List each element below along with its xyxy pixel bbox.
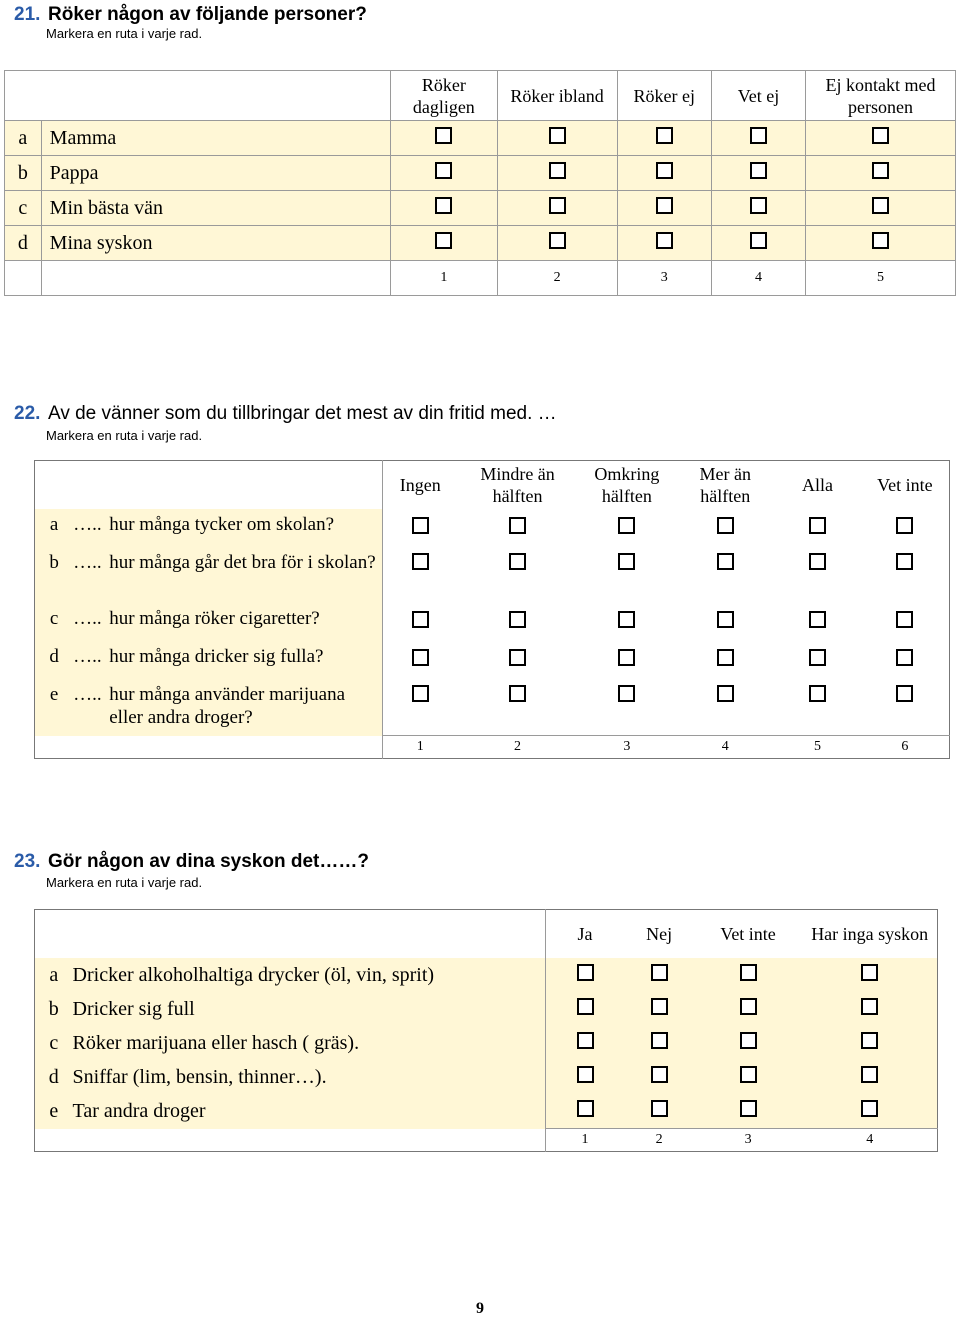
row-label: Dricker alkoholhaltiga drycker (öl, vin, sprit) (73, 958, 546, 992)
checkbox[interactable] (509, 685, 526, 702)
row-dots: ….. (73, 641, 109, 679)
row-dots: ….. (73, 547, 109, 603)
row-letter: c (35, 1026, 73, 1060)
row-label: Pappa (41, 156, 390, 191)
checkbox[interactable] (717, 517, 734, 534)
checkbox[interactable] (656, 232, 673, 249)
row-letter: b (35, 547, 74, 603)
checkbox[interactable] (809, 649, 826, 666)
checkbox[interactable] (740, 1100, 757, 1117)
checkbox[interactable] (435, 197, 452, 214)
row-letter: e (35, 679, 74, 736)
q21-col-header: Röker ej (617, 71, 711, 121)
q22-number: 22. (14, 403, 41, 424)
row-letter: d (5, 226, 42, 261)
checkbox[interactable] (872, 232, 889, 249)
row-letter: a (35, 509, 74, 547)
q23-col-header: Ja (545, 910, 624, 959)
q21-codes-row (5, 261, 956, 296)
q22-row (35, 509, 950, 547)
q23-col-header: Vet inte (720, 924, 776, 944)
code-label: 2 (497, 261, 617, 296)
checkbox[interactable] (717, 685, 734, 702)
q22-title: Av de vänner som du tillbringar det mest av din fritid med. … (48, 403, 557, 424)
q23-codes-row (35, 1129, 938, 1152)
q21-row (5, 191, 956, 226)
q21-title: Röker någon av följande personer? (48, 4, 367, 25)
q22-col-header: Mer än hälften (699, 464, 751, 506)
q21-instruction: Markera en ruta i varje rad. (46, 26, 203, 41)
code-label: 5 (806, 261, 956, 296)
q23-row (35, 1094, 938, 1129)
checkbox[interactable] (872, 127, 889, 144)
checkbox[interactable] (412, 611, 429, 628)
q22-col-header: Vet inte (877, 475, 933, 495)
q22-heading (14, 403, 557, 425)
row-label: hur många tycker om skolan? (109, 509, 382, 547)
q23-instruction: Markera en ruta i varje rad. (46, 875, 203, 890)
checkbox[interactable] (509, 611, 526, 628)
row-label: hur många använder marijuana eller andra droger? (109, 679, 382, 736)
row-letter: b (5, 156, 42, 191)
q23-row (35, 1060, 938, 1094)
q22-col-header: Omkring hälften (594, 464, 660, 506)
checkbox[interactable] (861, 964, 878, 981)
checkbox[interactable] (809, 611, 826, 628)
checkbox[interactable] (618, 649, 635, 666)
checkbox[interactable] (809, 553, 826, 570)
checkbox[interactable] (435, 232, 452, 249)
q23-header-blank (35, 910, 546, 959)
q21-col-header: Röker ibland (497, 71, 617, 121)
checkbox[interactable] (750, 232, 767, 249)
checkbox[interactable] (740, 1066, 757, 1083)
code-label: 4 (676, 736, 774, 759)
checkbox[interactable] (412, 553, 429, 570)
q21-heading (14, 4, 367, 26)
row-label: Min bästa vän (41, 191, 390, 226)
row-dots: ….. (73, 509, 109, 547)
checkbox[interactable] (549, 162, 566, 179)
checkbox[interactable] (651, 1032, 668, 1049)
checkbox[interactable] (509, 553, 526, 570)
q21-col-header: Ej kontakt med personen (806, 71, 956, 121)
row-label: Mamma (41, 121, 390, 156)
checkbox[interactable] (717, 611, 734, 628)
checkbox[interactable] (896, 685, 913, 702)
code-label: 4 (802, 1129, 937, 1152)
checkbox[interactable] (896, 611, 913, 628)
code-label: 1 (391, 261, 497, 296)
q21-table (4, 70, 956, 296)
q22-table (34, 460, 950, 759)
row-letter: c (5, 191, 42, 226)
checkbox[interactable] (549, 197, 566, 214)
code-label: 6 (861, 736, 950, 759)
row-letter: d (35, 641, 74, 679)
q22-header-row (35, 461, 950, 510)
q23-number: 23. (14, 851, 41, 872)
row-label: Sniffar (lim, bensin, thinner…). (73, 1060, 546, 1094)
q22-col-header: Alla (802, 475, 834, 495)
q23-col-header: Nej (646, 924, 673, 944)
checkbox[interactable] (750, 127, 767, 144)
checkbox[interactable] (618, 517, 635, 534)
checkbox[interactable] (872, 197, 889, 214)
checkbox[interactable] (509, 517, 526, 534)
checkbox[interactable] (809, 685, 826, 702)
checkbox[interactable] (750, 197, 767, 214)
page-number: 9 (476, 1300, 484, 1317)
row-label: Mina syskon (41, 226, 390, 261)
q22-row (35, 547, 950, 603)
q23-heading (14, 851, 369, 873)
row-letter: a (5, 121, 42, 156)
checkbox[interactable] (740, 964, 757, 981)
q23-table (34, 909, 938, 1152)
checkbox[interactable] (509, 649, 526, 666)
checkbox[interactable] (809, 517, 826, 534)
checkbox[interactable] (435, 162, 452, 179)
code-label: 1 (383, 736, 458, 759)
code-label: 5 (774, 736, 860, 759)
checkbox[interactable] (577, 1032, 594, 1049)
row-letter: d (35, 1060, 73, 1094)
row-letter: c (35, 603, 74, 641)
row-label: Tar andra droger (73, 1094, 546, 1129)
q21-row (5, 121, 956, 156)
row-dots: ….. (73, 679, 109, 736)
checkbox[interactable] (618, 685, 635, 702)
row-label: hur många dricker sig fulla? (109, 641, 382, 679)
checkbox[interactable] (740, 998, 757, 1015)
code-label: 2 (624, 1129, 693, 1152)
q21-header-row (5, 71, 956, 121)
checkbox[interactable] (435, 127, 452, 144)
q22-row (35, 679, 950, 736)
q22-codes-row (35, 736, 950, 759)
checkbox[interactable] (740, 1032, 757, 1049)
checkbox[interactable] (896, 553, 913, 570)
checkbox[interactable] (896, 517, 913, 534)
checkbox[interactable] (412, 517, 429, 534)
code-label: 3 (617, 261, 711, 296)
q23-title: Gör någon av dina syskon det……? (48, 851, 369, 872)
checkbox[interactable] (651, 1100, 668, 1117)
checkbox[interactable] (750, 162, 767, 179)
q22-instruction: Markera en ruta i varje rad. (46, 428, 203, 443)
q23-header-row (35, 910, 938, 959)
row-label: Dricker sig full (73, 992, 546, 1026)
q22-header-blank (35, 461, 383, 510)
checkbox[interactable] (577, 998, 594, 1015)
row-letter: a (35, 958, 73, 992)
checkbox[interactable] (549, 232, 566, 249)
checkbox[interactable] (412, 685, 429, 702)
code-label: 3 (578, 736, 676, 759)
q21-col-header: Vet ej (711, 71, 805, 121)
q22-row (35, 641, 950, 679)
checkbox[interactable] (861, 998, 878, 1015)
row-letter: e (35, 1094, 73, 1129)
checkbox[interactable] (717, 553, 734, 570)
q21-col-header: Röker dagligen (391, 71, 497, 121)
checkbox[interactable] (577, 1066, 594, 1083)
row-label: hur många röker cigaretter? (109, 603, 382, 641)
checkbox[interactable] (651, 998, 668, 1015)
checkbox[interactable] (861, 1100, 878, 1117)
row-label: hur många går det bra för i skolan? (109, 547, 382, 603)
q21-header-blank (5, 71, 391, 121)
checkbox[interactable] (651, 1066, 668, 1083)
checkbox[interactable] (549, 127, 566, 144)
checkbox[interactable] (717, 649, 734, 666)
q21-number: 21. (14, 4, 41, 25)
checkbox[interactable] (861, 1066, 878, 1083)
checkbox[interactable] (577, 1100, 594, 1117)
checkbox[interactable] (618, 553, 635, 570)
checkbox[interactable] (412, 649, 429, 666)
q21-row (5, 156, 956, 191)
q23-row (35, 1026, 938, 1060)
code-label: 3 (694, 1129, 803, 1152)
q22-row (35, 603, 950, 641)
checkbox[interactable] (618, 611, 635, 628)
checkbox[interactable] (861, 1032, 878, 1049)
q23-col-header: Har inga syskon (811, 924, 929, 944)
code-label: 4 (711, 261, 805, 296)
checkbox[interactable] (651, 964, 668, 981)
row-dots: ….. (73, 603, 109, 641)
row-label: Röker marijuana eller hasch ( gräs). (73, 1026, 546, 1060)
code-label: 1 (545, 1129, 624, 1152)
checkbox[interactable] (656, 197, 673, 214)
q22-col-header: Ingen (383, 461, 458, 510)
checkbox[interactable] (577, 964, 594, 981)
checkbox[interactable] (896, 649, 913, 666)
row-letter: b (35, 992, 73, 1026)
q23-row (35, 992, 938, 1026)
checkbox[interactable] (656, 162, 673, 179)
code-label: 2 (457, 736, 577, 759)
q23-row (35, 958, 938, 992)
q22-col-header: Mindre än hälften (480, 464, 555, 506)
checkbox[interactable] (872, 162, 889, 179)
q21-row (5, 226, 956, 261)
checkbox[interactable] (656, 127, 673, 144)
